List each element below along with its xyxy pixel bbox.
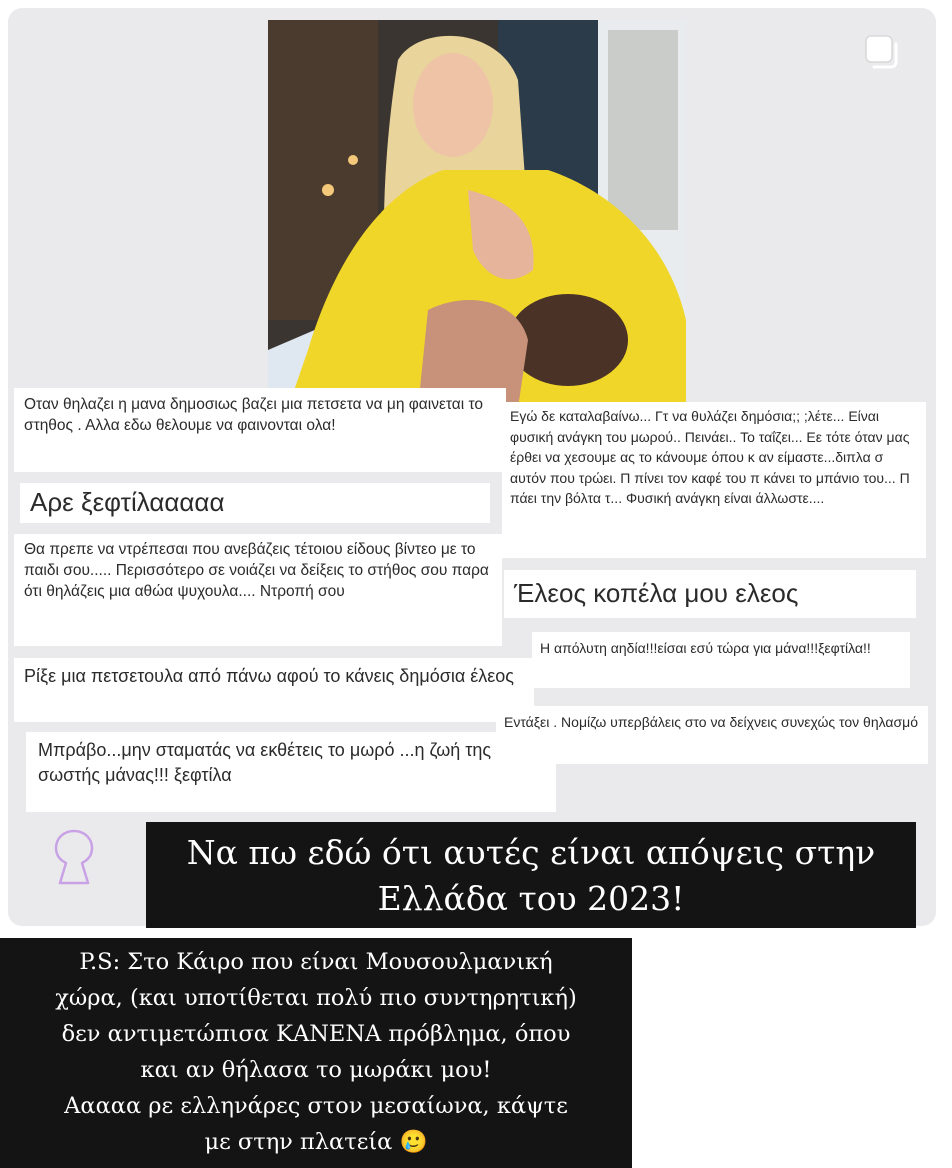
comment-text-8: Εντάξει . Νομίζω υπερβάλεις στο να δείχνεις συνεχώς τον θηλασμό (504, 714, 918, 730)
comment-card-3 (20, 483, 490, 523)
smile-tear-emoji: 🥲 (399, 1129, 428, 1155)
ps-line-4: και αν θήλασα το μωράκι μου! (140, 1057, 492, 1083)
ps-line-5: Ααααα ρε ελληνάρες στον μεσαίωνα, κάψτε (64, 1093, 568, 1119)
story-photo (268, 20, 686, 408)
comment-text-2: Εγώ δε καταλαβαίνω... Γτ να θυλάζει δημόσια;; ;λέτε... Είναι φυσική ανάγκη του μωρού.. Πεινάει.. Το ταΐζει... Εε τότε όταν μας έρθει να χεσουμε ας το κάνουμε όπου κ αν είμαστε...διπλα σ αυτόν που τρώει. Π πίνει τον καφέ του π κάνει το μπάνιο του... Π πάει την βόλτα τ... Φυσική ανάγκη είναι άλλωστε.... (510, 408, 910, 506)
comment-card-1 (14, 388, 506, 472)
comment-card-6 (532, 632, 910, 688)
photo-illustration (268, 20, 686, 408)
comment-text-7: Ρίξε μια πετσετουλα από πάνω αφού το κάνεις δημόσια έλεος (24, 666, 514, 686)
keyhole-icon (50, 825, 98, 889)
ps-banner (0, 938, 632, 1168)
ps-line-1: P.S: Στο Κάιρο που είναι Μουσουλμανική (79, 949, 553, 975)
comment-text-9: Μπράβο...μην σταματάς να εκθέτεις το μωρό ...η ζωή της σωστής μάνας!!! ξεφτίλα (38, 740, 492, 785)
caption-banner (146, 822, 916, 928)
comment-card-5 (504, 570, 916, 618)
comment-card-7 (14, 658, 534, 722)
comment-card-4 (14, 534, 502, 646)
comment-text-3: Αρε ξεφτίλααααα (30, 487, 225, 517)
comment-text-6: Η απόλυτη αηδία!!!είσαι εσύ τώρα για μάνα!!!ξεφτίλα!! (540, 640, 871, 656)
comment-card-2 (502, 402, 926, 558)
comment-text-5: Έλεος κοπέλα μου ελεος (514, 578, 799, 608)
copy-icon[interactable] (862, 32, 902, 72)
ps-line-6 (0, 1124, 632, 1160)
ps-line-2: χώρα, (και υποτίθεται πολύ πιο συντηρητική) (55, 985, 577, 1011)
caption-line-1: Να πω εδώ ότι αυτές είναι απόψεις στην (186, 833, 876, 872)
ps-line-6-text: με στην πλατεία (204, 1129, 393, 1155)
caption-line-2: Ελλάδα του 2023! (377, 879, 685, 918)
comment-text-4: Θα πρεπε να ντρέπεσαι που ανεβάζεις τέτοιου είδους βίντεο με το παιδι σου..... Περισσότερο σε νοιάζει να δείξεις το στήθος σου παρα ότι θηλάζεις μια αθώα ψυχουλα.... Ντροπή σου (24, 541, 489, 600)
ps-line-3: δεν αντιμετώπισα ΚΑΝΕΝΑ πρόβλημα, όπου (61, 1021, 571, 1047)
comment-card-9 (26, 732, 556, 812)
comment-card-8 (496, 706, 928, 764)
comment-text-1: Οταν θηλαζει η μανα δημοσιως βαζει μια πετσετα να μη φαινεται το στηθος . Αλλα εδω θελουμε να φαινονται ολα! (24, 396, 484, 434)
